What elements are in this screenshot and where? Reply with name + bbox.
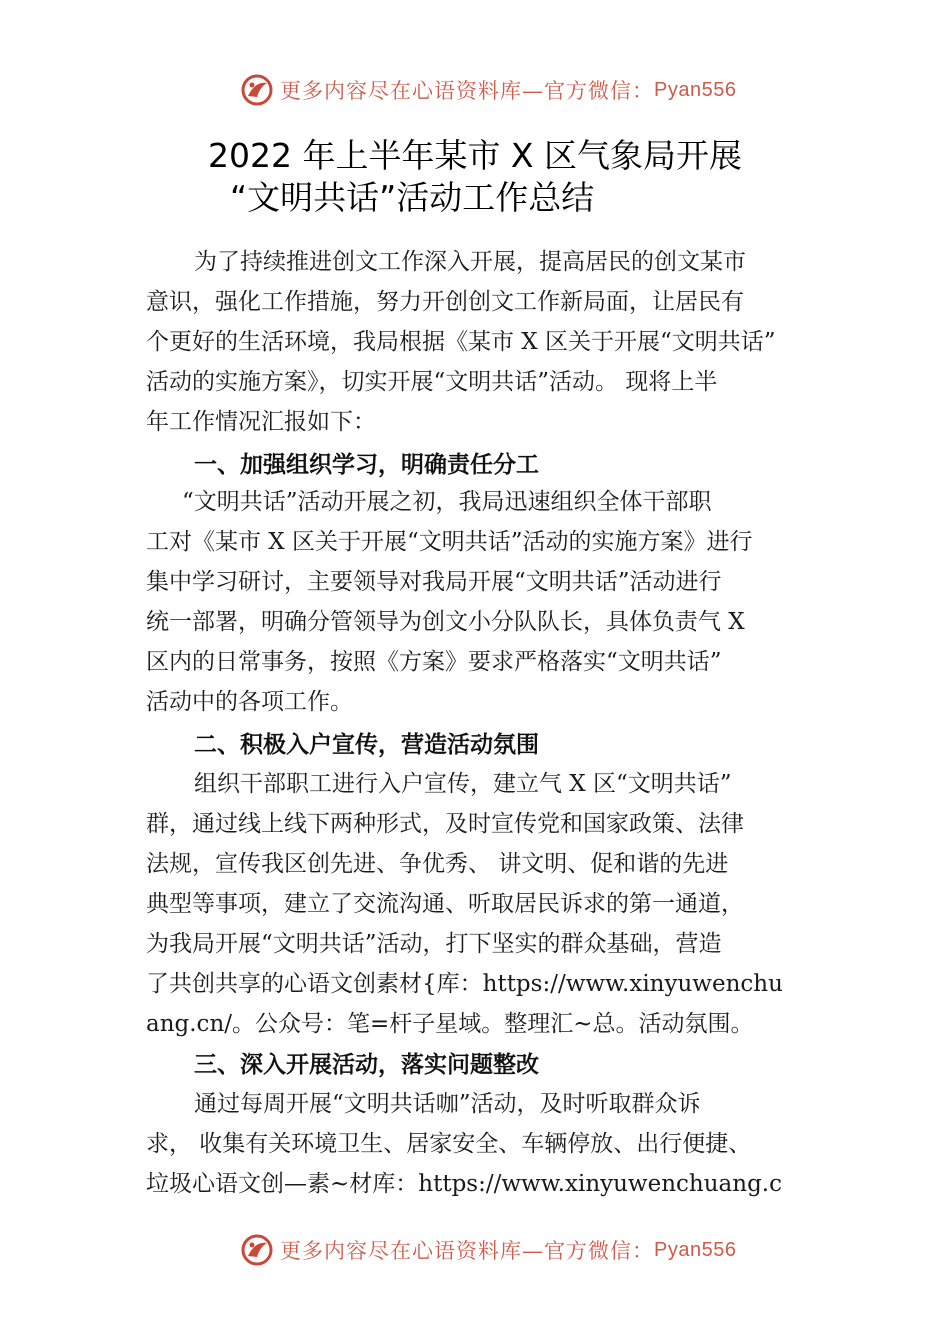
watermark-wechat-id: Pyan556: [654, 78, 737, 101]
paragraph-line: 垃圾心语文创—素~材库：https://www.xinyuwenchuang.c: [146, 1171, 782, 1197]
section-1-paragraph: [146, 482, 816, 722]
paragraph-line: 活动的实施方案》，切实开展“文明共话”活动。 现将上半: [146, 369, 718, 395]
paragraph-line: “文明共话”活动开展之初，我局迅速组织全体干部职: [182, 489, 712, 515]
paragraph-line: 年工作情况汇报如下：: [146, 409, 376, 435]
document-title-line-1: 2022 年上半年某市 X 区气象局开展: [207, 136, 743, 175]
paragraph-line: 集中学习研讨，主要领导对我局开展“文明共话”活动进行: [146, 569, 722, 595]
paragraph-line: 个更好的生活环境，我局根据《某市 X 区关于开展“文明共话”: [146, 329, 776, 355]
section-2-heading: 二、积极入户宣传，营造活动氛围: [194, 732, 539, 758]
paragraph-line: 为了持续推进创文工作深入开展，提高居民的创文某市: [194, 249, 746, 275]
paragraph-line: 法规，宣传我区创先进、争优秀、 讲文明、促和谐的先进: [146, 851, 729, 877]
xinyu-logo-icon: [240, 73, 274, 107]
paragraph-line: 通过每周开展“文明共话咖”活动，及时听取群众诉: [194, 1091, 701, 1117]
paragraph-line: 活动中的各项工作。: [146, 689, 353, 715]
paragraph-line: 工对《某市 X 区关于开展“文明共话”活动的实施方案》进行: [146, 529, 753, 555]
paragraph-line: 求， 收集有关环境卫生、居家安全、车辆停放、出行便捷、: [146, 1131, 752, 1157]
watermark-banner-bottom: [0, 1228, 950, 1272]
paragraph-line: 群，通过线上线下两种形式，及时宣传党和国家政策、法律: [146, 811, 744, 837]
watermark-wechat-id: Pyan556: [654, 1238, 737, 1261]
intro-paragraph: [146, 242, 816, 442]
paragraph-line: 统一部署，明确分管领导为创文小分队队长，具体负责气 X: [146, 609, 745, 635]
paragraph-line: 为我局开展“文明共话”活动，打下坚实的群众基础，营造: [146, 931, 722, 957]
paragraph-line: 了共创共享的心语文创素材{库：https://www.xinyuwenchu: [146, 971, 783, 997]
paragraph-line: 组织干部职工进行入户宣传，建立气 X 区“文明共话”: [194, 771, 732, 797]
section-3-paragraph: [146, 1084, 816, 1204]
paragraph-line: 意识，强化工作措施，努力开创创文工作新局面，让居民有: [146, 289, 744, 315]
paragraph-line: 典型等事项，建立了交流沟通、听取居民诉求的第一通道，: [146, 891, 744, 917]
watermark-text: 更多内容尽在心语资料库—官方微信：: [280, 79, 654, 103]
xinyu-logo-icon: [240, 1233, 274, 1267]
watermark-banner-top: [0, 68, 950, 112]
paragraph-line: ang.cn/。公众号：笔=杆子星域。整理汇~总。活动氛围。: [146, 1011, 754, 1037]
section-2-paragraph: [146, 764, 816, 1044]
section-1-heading: 一、加强组织学习，明确责任分工: [194, 452, 539, 478]
paragraph-line: 区内的日常事务，按照《方案》要求严格落实“文明共话”: [146, 649, 722, 675]
section-3-heading: 三、深入开展活动，落实问题整改: [194, 1052, 539, 1078]
document-title-line-2: “文明共话”活动工作总结: [230, 178, 595, 217]
watermark-text: 更多内容尽在心语资料库—官方微信：: [280, 1239, 654, 1263]
